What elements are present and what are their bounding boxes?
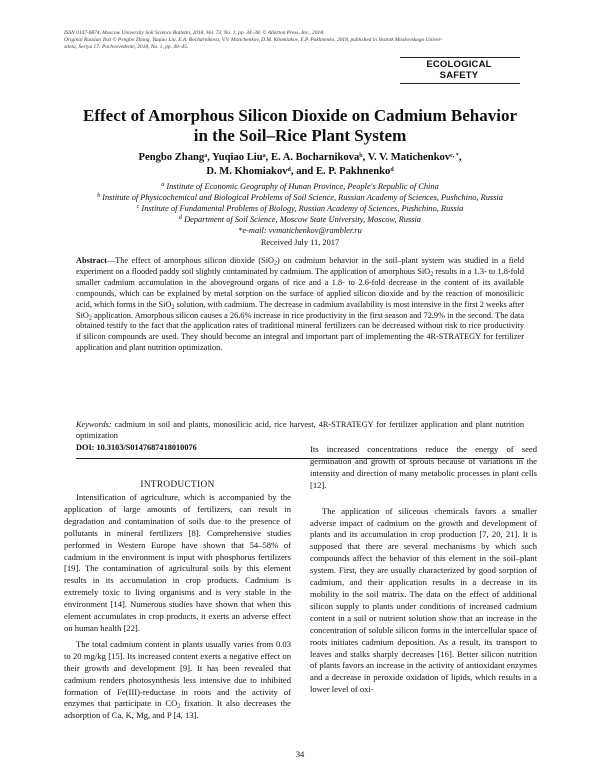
authors-line-2: D. M. Khomiakov$^d$, and E. P. Pakhnenko$^d$ (206, 166, 394, 177)
article-title-line-1: Effect of Amorphous Silicon Dioxide on Cadmium Behavior (83, 106, 517, 125)
journal-header-line-2: Original Russian Text © Pengbo Zhang, Yuqiao Liu, E.A. Bocharnikova, V.V. Matichenkov, D.M. Khomiakov, E.P. Pakhnenko, 2018, published in Vestnik Moskovskogo Univer- (64, 37, 443, 43)
author-conjunction: and (296, 166, 314, 177)
abstract-label: Abstract (76, 256, 107, 265)
affiliation-d: $^d$ Department of Soil Science, Moscow State University, Moscow, Russia (179, 215, 421, 224)
affiliation-c: $^c$ Institute of Fundamental Problems of Biology, Russian Academy of Sciences, Pushchino, Russia (136, 204, 464, 213)
body-paragraph: The application of siliceous chemicals favors a smaller adverse impact of cadmium on the growth and development of plants and its accumulation in crop production [7, 20, 21]. It is supposed that there are several mechanisms by which such compounds affect the behavior of this element in the soil–plant system. First, they are usually characterized by good sorption of cadmium, and their application results in a decrease in its mobility in the soil matrix. The data on the effect of additional silicon supply to plants under conditions of increased cadmium content in a soil or nutrient solution show that an increase in the concentration of soluble silicon forms in the intercellular space of roots initiates cadmium deposition. As a result, its transport to leaves and stalks sharply decreases [16]. Better silicon nutrition of plants favors an increase in the activity of antioxidant enzymes and a decrease in peroxide oxidation of lipids, which results in a lower level of oxi- (310, 505, 537, 695)
author-affil-sup: a (262, 153, 266, 159)
section-tag-line-1: ECOLOGICAL (426, 59, 492, 70)
keywords-label: Keywords: (76, 420, 112, 429)
section-tag-line-2: SAFETY (439, 70, 479, 81)
body-paragraph: Intensification of agriculture, which is accompanied by the application of large amounts of fertilizers, can result in degradation and contamination of soils due to the presence of pollutants in mineral fertilizers [8]. Comprehensive studies performed in Western Europe have shown that 54–58% of cadmium in the environment is input with phosphorus fertilizers [19]. The contamination of agricultural soils by this element results in its accumulation in crop products. Cadmium is extremely toxic to living organisms and is very stable in the environment [14]. Numerous studies have shown that when this element accumulates in crop products, it exerts an adverse effect on human health [22]. (64, 492, 291, 633)
author-affil-sup: d (287, 167, 291, 173)
affiliation-a: $^a$ Institute of Economic Geography of Hunan Province, People's Republic of China (161, 182, 439, 191)
doi: DOI: 10.3103/S0147687418010076 (76, 443, 197, 452)
author-name: D. M. Khomiakov (206, 166, 288, 177)
journal-header-line-3: siteta, Seriya 17: Pochvovedenie, 2018, No. 1, pp. 40–45. (64, 44, 189, 50)
received-date: Received July 11, 2017 (260, 238, 340, 247)
author-name: V. V. Matichenkov (367, 152, 451, 163)
author-name: E. P. Pakhnenko (315, 166, 391, 177)
section-rule-bottom (400, 83, 520, 84)
section-rule-top (400, 57, 520, 58)
author-name: Yuqiao Liu (212, 152, 263, 163)
keywords: Keywords: cadmium in soil and plants, monosilicic acid, rice harvest, 4R-STRATEGY for fertilizer application and plant nutrition optimization (76, 420, 524, 440)
journal-header-line-1: ISSN 0147-6874, Moscow University Soil Science Bulletin, 2018, Vol. 73, No. 1, pp. 34–38. © Allerton Press, Inc., 2018. (64, 30, 325, 36)
author-affil-sup: a (204, 153, 208, 159)
author-affil-sup: d (390, 167, 394, 173)
left-column (64, 492, 291, 734)
affiliation-b: $^b$ Institute of Physicochemical and Biological Problems of Soil Science, Russian Academy of Sciences, Pushchino, Russia (97, 193, 503, 202)
author-name: Pengbo Zhang (138, 152, 205, 163)
introduction-heading: INTRODUCTION (140, 479, 215, 489)
authors-line-1: Pengbo Zhang$^a$, Yuqiao Liu$^a$, E. A. Bocharnikova$^b$, V. V. Matichenkov$^{c, *}$, (138, 152, 462, 163)
body-paragraph: The total cadmium content in plants usually varies from 0.03 to 20 mg/kg [15]. Its increased content exerts a negative effect on their growth and development [9]. It has been revealed that cadmium renders photosynthesis less intensive due to inhibited formation of Fe(III)-reductase in roots and the activity of enzymes that participate in $CO_2$ fixation. It also decreases the adsorption of Ca, K, Mg, and P [4, 13]. (64, 638, 291, 721)
article-title-line-2: in the Soil–Rice Plant System (193, 126, 407, 145)
author-affil-sup: c, * (450, 153, 459, 159)
author-name: E. A. Bocharnikova (270, 152, 360, 163)
author-affil-sup: b (359, 153, 363, 159)
corresponding-email: *e-mail: vvmatichenkov@rambler.ru (238, 226, 362, 235)
body-paragraph: Its increased concentrations reduce the energy of seed germination and growth of sprouts because of variations in the intensity and direction of many metabolic processes in plant cells [12]. (310, 444, 537, 490)
right-column (310, 444, 537, 734)
page-number: 34 (295, 749, 305, 759)
abstract: Abstract—The effect of amorphous silicon dioxide (SiO$_2$) on cadmium behavior in the soil–plant system was studied in a field experiment on a flooded paddy soil slightly contaminated by cadmium. The application of amorphous SiO$_2$ results in a 1.3- to 1.8-fold smaller cadmium accumulation in the aboveground organs of rice and a 1.8- to 2.6-fold decrease in the content of its available compounds, which can be explained by metal sorption on the surface of applied silicon dioxide and by the reaction of monosilicic acid, which forms in the SiO$_2$ solution, with cadmium. The decrease in cadmium availability is most intensive in the first 2 weeks after SiO$_2$ application. Amorphous silicon causes a 26.6% increase in rice productivity in the first season and 72.9% in the second. The data obtained testify to the fact that the application rates of traditional mineral fertilizers can be decreased without risk to rice productivity if silicon compounds are used. They should become an integral and important part of implementing the 4R-STRATEGY for fertilizer application and plant nutrition optimization. (76, 256, 524, 353)
